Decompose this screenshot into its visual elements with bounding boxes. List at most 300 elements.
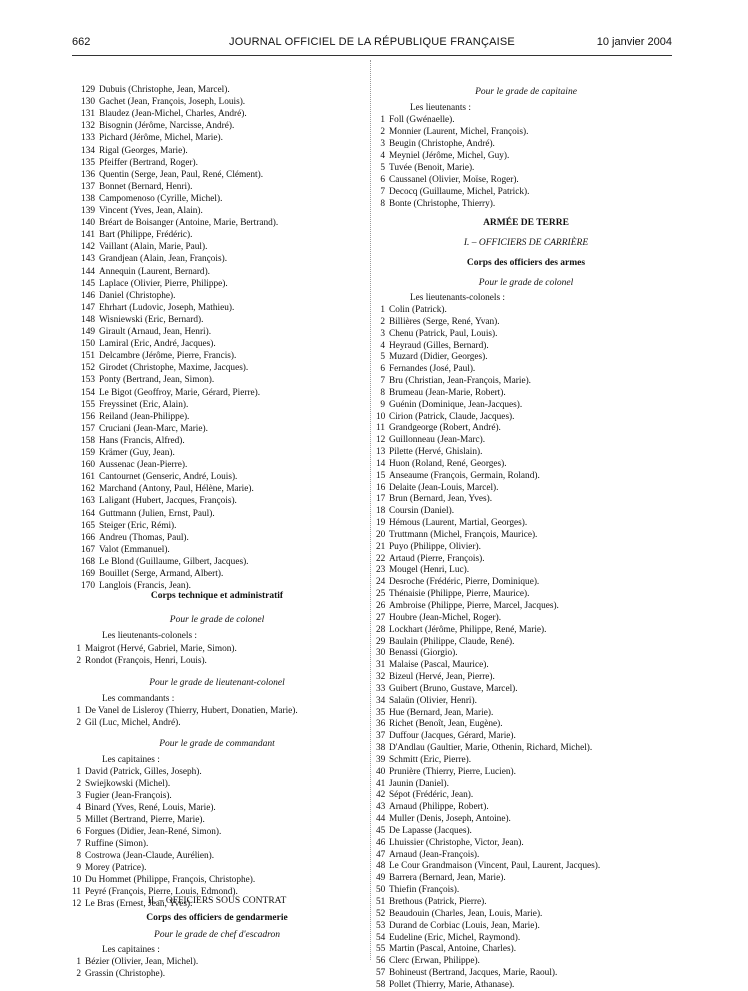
list-entry (76, 471, 237, 483)
entry-name: David (Patrick, Gilles, Joseph). (85, 767, 202, 777)
list-entry (376, 541, 481, 553)
entry-name: Le Bigot (Geoffroy, Marie, Gérard, Pierre). (99, 387, 261, 398)
list-entry (76, 326, 211, 338)
rank-lead-capitaines: Les capitaines : (102, 755, 160, 765)
entry-number: 47 (376, 849, 386, 860)
entry-name: Durand de Corbiac (Louis, Jean, Marie). (389, 920, 540, 931)
list-entry (376, 446, 482, 458)
entry-name: Lhuissier (Christophe, Victor, Jean). (389, 837, 524, 848)
list-entry (76, 266, 210, 278)
list-entry (76, 411, 189, 423)
entry-name: Wisniewski (Eric, Bernard). (99, 314, 204, 325)
entry-name: Desroche (Frédéric, Pierre, Dominique). (389, 577, 540, 588)
list-entry (76, 495, 237, 507)
list-entry (376, 707, 493, 719)
list-entry (72, 874, 255, 886)
entry-number: 13 (376, 447, 386, 458)
entry-number: 167 (81, 544, 95, 555)
entry-name: Arnaud (Jean-François). (389, 849, 480, 860)
list-entry (76, 532, 189, 544)
list-entry (376, 778, 449, 790)
list-entry (72, 814, 205, 826)
entry-number: 23 (376, 565, 386, 576)
list-entry (76, 96, 245, 108)
entry-name: Bohineust (Bertrand, Jacques, Marie, Raoul). (389, 968, 558, 979)
entry-number: 143 (81, 254, 95, 265)
list-entry (376, 505, 454, 517)
entry-number: 163 (81, 496, 95, 507)
entry-name: Jaunin (Daniel). (389, 778, 449, 789)
entry-name: Tuvée (Benoit, Marie). (389, 163, 475, 173)
entry-number: 25 (376, 589, 386, 600)
list-entry (72, 790, 172, 802)
column-divider (370, 60, 371, 960)
list-entry (76, 302, 234, 314)
entry-name: Pichard (Jérôme, Michel, Marie). (99, 133, 223, 144)
entry-number: 164 (81, 508, 95, 519)
entry-number: 6 (76, 827, 81, 837)
entry-name: Cirion (Patrick, Claude, Jacques). (389, 411, 515, 422)
list-entry (376, 967, 557, 979)
entry-name: Puyo (Philippe, Olivier). (389, 541, 481, 552)
entry-number: 26 (376, 601, 386, 611)
entry-name: Quentin (Serge, Jean, Paul, René, Clément). (99, 169, 264, 180)
entry-name: Daniel (Christophe). (99, 290, 176, 301)
entry-number: 57 (376, 968, 386, 979)
entry-name: Heyraud (Gilles, Bernard). (389, 340, 489, 351)
list-entry (376, 162, 474, 174)
list-entry (72, 850, 214, 862)
entry-number: 1 (76, 767, 81, 777)
list-entry (376, 114, 455, 126)
list-entry (376, 636, 514, 648)
entry-name: Gil (Luc, Michel, André). (85, 718, 181, 729)
entry-number: 24 (376, 577, 386, 588)
list-entry (376, 174, 519, 186)
list-entry (376, 766, 516, 778)
entry-name: Delaite (Jean-Louis, Marcel). (389, 482, 499, 493)
list-entry (76, 350, 236, 362)
list-entry (376, 150, 509, 162)
entry-number: 30 (376, 648, 386, 659)
entry-name: Vincent (Yves, Jean, Alain). (99, 206, 203, 216)
list-entry (376, 316, 500, 328)
list-entry (376, 825, 472, 837)
entry-number: 166 (81, 532, 95, 543)
entry-number: 156 (81, 411, 95, 422)
entry-number: 139 (81, 206, 95, 216)
list-entry (376, 399, 522, 411)
entry-name: Grassin (Christophe). (85, 969, 166, 979)
entry-name: Laligant (Hubert, Jacques, François). (99, 496, 237, 507)
entry-name: Pfeiffer (Bertrand, Roger). (99, 157, 198, 168)
list-entry (376, 659, 489, 671)
list-entry (76, 447, 175, 459)
entry-number: 9 (76, 863, 81, 873)
entry-name: Blaudez (Jean-Michel, Charles, André). (99, 109, 247, 120)
entry-number: 135 (81, 157, 95, 168)
section-heading-officiers-de-carriere: I. – OFFICIERS DE CARRIÈRE (463, 238, 589, 248)
list-entry (76, 435, 185, 447)
entry-name: Brumeau (Jean-Marie, Robert). (389, 387, 506, 398)
entry-name: Grandgeorge (Robert, André). (389, 423, 501, 434)
entry-number: 53 (376, 920, 386, 931)
entry-name: Anseaume (François, Germain, Roland). (389, 470, 540, 481)
list-entry (76, 132, 223, 144)
entry-number: 5 (76, 815, 81, 825)
entry-name: Bisognin (Jérôme, Narcisse, André). (99, 121, 235, 132)
entry-number: 19 (376, 518, 386, 529)
entry-name: Coursin (Daniel). (389, 506, 455, 517)
entry-name: Duffour (Jacques, Gérard, Marie). (389, 731, 516, 742)
list-entry (376, 553, 485, 565)
section-heading-officiers-sous-contrat: II. – OFFICIERS SOUS CONTRAT (147, 896, 287, 906)
entry-name: Bréart de Boisanger (Antoine, Marie, Bertrand). (99, 218, 279, 229)
list-entry (376, 138, 495, 150)
list-entry (376, 955, 480, 967)
list-entry (72, 717, 181, 729)
list-entry (72, 956, 198, 968)
entry-number: 131 (81, 109, 95, 120)
entry-name: Krämer (Guy, Jean). (99, 448, 175, 458)
entry-number: 8 (76, 851, 81, 861)
entry-number: 147 (81, 302, 95, 313)
entry-number: 27 (376, 612, 386, 623)
entry-number: 159 (81, 448, 95, 458)
entry-number: 154 (81, 387, 95, 398)
list-entry (376, 434, 485, 446)
entry-name: Clerc (Erwan, Philippe). (389, 956, 480, 967)
rank-lead-commandants: Les commandants : (102, 694, 175, 704)
entry-number: 36 (376, 719, 386, 730)
entry-number: 51 (376, 897, 386, 907)
entry-number: 1 (76, 706, 81, 716)
list-entry (76, 217, 278, 229)
entry-number: 2 (76, 969, 81, 979)
list-entry (376, 896, 487, 908)
entry-number: 32 (376, 672, 386, 683)
entry-name: Salaün (Olivier, Henri). (389, 695, 477, 706)
entry-name: Dubuis (Christophe, Jean, Marcel). (99, 85, 230, 95)
entry-name: Morey (Patrice). (85, 863, 147, 873)
list-entry (376, 387, 506, 399)
entry-name: Grandjean (Alain, Jean, François). (99, 254, 228, 265)
entry-number: 130 (81, 97, 95, 108)
list-entry (376, 695, 477, 707)
list-entry (76, 556, 249, 568)
entry-name: Baulain (Philippe, Claude, René). (389, 636, 515, 647)
rank-lead-lieutenants-colonels: Les lieutenants-colonels : (102, 631, 198, 641)
list-entry (72, 826, 221, 838)
list-entry (376, 588, 529, 600)
entry-number: 4 (380, 151, 385, 161)
entry-number: 1 (76, 644, 81, 654)
entry-number: 2 (380, 316, 385, 327)
entry-name: De Vanel de Lisleroy (Thierry, Hubert, Donatien, Marie). (85, 706, 298, 716)
entry-name: Bru (Christian, Jean-François, Marie). (389, 376, 531, 387)
list-entry (72, 802, 216, 814)
entry-number: 17 (376, 494, 386, 505)
entry-number: 161 (81, 472, 95, 483)
grade-heading-capitaine: Pour le grade de capitaine (475, 87, 577, 97)
entry-number: 137 (81, 181, 95, 192)
entry-name: Decocq (Guillaume, Michel, Patrick). (389, 187, 530, 197)
entry-name: D'Andlau (Gaultier, Marie, Othenin, Richard, Michel). (389, 743, 593, 754)
entry-name: Girodet (Christophe, Maxime, Jacques). (99, 363, 249, 374)
rank-lead-lieutenants-colonels-armes: Les lieutenants-colonels : (410, 293, 506, 303)
entry-name: Du Hommet (Philippe, François, Christophe). (85, 875, 256, 885)
entry-name: Guénin (Dominique, Jean-Jacques). (389, 399, 523, 410)
entry-number: 33 (376, 683, 386, 694)
list-entry (376, 458, 507, 470)
list-entry (376, 600, 559, 612)
entry-number: 49 (376, 873, 386, 884)
section-heading-armee-de-terre: ARMÉE DE TERRE (483, 218, 569, 228)
entry-name: Costrowa (Jean-Claude, Aurélien). (85, 851, 215, 861)
entry-number: 148 (81, 314, 95, 325)
entry-name: Ponty (Bertrand, Jean, Simon). (99, 375, 215, 386)
entry-name: Ambroise (Philippe, Pierre, Marcel, Jacques). (389, 601, 559, 611)
entry-name: Bonte (Christophe, Thierry). (389, 199, 496, 209)
entry-name: Freyssinet (Eric, Alain). (99, 399, 189, 410)
entry-name: Thénaisie (Philippe, Pierre, Maurice). (389, 589, 530, 600)
list-entry (72, 838, 148, 850)
list-entry (376, 943, 516, 955)
list-entry (72, 655, 207, 667)
entry-name: Muller (Denis, Joseph, Antoine). (389, 814, 511, 825)
entry-number: 39 (376, 754, 386, 765)
entry-number: 7 (380, 376, 385, 387)
entry-number: 40 (376, 766, 386, 777)
list-entry (376, 624, 546, 636)
list-entry (376, 126, 528, 138)
entry-number: 142 (81, 242, 95, 253)
list-entry (76, 399, 188, 411)
entry-name: Hue (Bernard, Jean, Marie). (389, 707, 494, 718)
list-entry (376, 789, 473, 801)
entry-number: 146 (81, 290, 95, 301)
entry-name: Lockhart (Jérôme, Philippe, René, Marie). (389, 624, 547, 635)
entry-name: Annequin (Laurent, Bernard). (99, 266, 211, 277)
entry-name: Bonnet (Bernard, Henri). (99, 181, 193, 192)
entry-name: Mougel (Henri, Luc). (389, 565, 470, 576)
list-entry (376, 718, 503, 730)
entry-number: 170 (81, 581, 95, 592)
list-entry (76, 120, 234, 132)
list-entry (376, 529, 537, 541)
list-entry (376, 351, 488, 363)
entry-number: 55 (376, 944, 386, 955)
list-entry (76, 241, 207, 253)
entry-name: Barrera (Bernard, Jean, Marie). (389, 873, 506, 884)
entry-number: 34 (376, 695, 386, 706)
entry-number: 151 (81, 351, 95, 362)
entry-number: 28 (376, 624, 386, 635)
entry-number: 9 (380, 399, 385, 410)
entry-number: 168 (81, 556, 95, 567)
entry-number: 58 (376, 979, 386, 990)
list-entry (376, 493, 492, 505)
list-entry (76, 459, 187, 471)
grade-heading-chef-escadron: Pour le grade de chef d'escadron (154, 930, 280, 940)
entry-name: Vaillant (Alain, Marie, Paul). (99, 242, 208, 253)
entry-name: Lamiral (Eric, André, Jacques). (99, 339, 216, 350)
entry-number: 7 (76, 839, 81, 849)
entry-name: Fernandes (José, Paul). (389, 364, 476, 375)
entry-number: 1 (380, 115, 385, 125)
list-entry (376, 363, 475, 375)
entry-number: 157 (81, 423, 95, 434)
grade-heading-commandant: Pour le grade de commandant (159, 739, 275, 749)
list-entry (376, 872, 506, 884)
entry-number: 3 (380, 328, 385, 339)
list-entry (76, 387, 260, 399)
list-entry (76, 229, 192, 241)
entry-name: Monnier (Laurent, Michel, François). (389, 127, 529, 137)
entry-number: 56 (376, 956, 386, 967)
list-entry (376, 908, 542, 920)
rank-lead-lieutenants: Les lieutenants : (410, 103, 471, 113)
list-entry (376, 186, 529, 198)
entry-number: 45 (376, 825, 386, 836)
entry-name: Andreu (Thomas, Paul). (99, 532, 189, 543)
entry-number: 20 (376, 529, 386, 540)
entry-name: Beaudouin (Charles, Jean, Louis, Marie). (389, 908, 543, 919)
entry-number: 2 (76, 718, 81, 729)
list-entry (376, 849, 479, 861)
entry-name: Ehrhart (Ludovic, Joseph, Mathieu). (99, 302, 235, 313)
entry-name: Le Bras (Ernest, Jean, Yves). (85, 899, 193, 909)
entry-number: 14 (376, 458, 386, 469)
list-entry (376, 801, 489, 813)
list-entry (76, 193, 222, 205)
entry-number: 133 (81, 133, 95, 144)
entry-name: Campomenoso (Cyrille, Michel). (99, 193, 223, 204)
list-entry (76, 374, 214, 386)
list-entry (76, 145, 188, 157)
list-entry (76, 108, 247, 120)
list-entry (376, 304, 447, 316)
entry-name: Malaise (Pascal, Maurice). (389, 660, 489, 671)
list-entry (376, 340, 489, 352)
journal-title: JOURNAL OFFICIEL DE LA RÉPUBLIQUE FRANÇAISE (229, 36, 515, 48)
entry-name: Hémous (Laurent, Martial, Georges). (389, 518, 528, 529)
entry-number: 12 (376, 435, 386, 446)
list-entry (72, 643, 237, 655)
list-entry (76, 314, 203, 326)
entry-name: Le Cour Grandmaison (Vincent, Paul, Laurent, Jacques). (389, 861, 601, 872)
entry-number: 145 (81, 278, 95, 289)
list-entry (76, 520, 176, 532)
entry-name: Billières (Serge, René, Yvan). (389, 316, 500, 327)
entry-number: 7 (380, 187, 385, 197)
grade-heading-lieutenant-colonel: Pour le grade de lieutenant-colonel (149, 678, 285, 688)
list-entry (376, 612, 501, 624)
list-entry (376, 884, 459, 896)
page-header (72, 36, 672, 52)
entry-number: 42 (376, 790, 386, 801)
section-heading-gendarmerie: Corps des officiers de gendarmerie (146, 913, 288, 923)
list-entry (76, 362, 248, 374)
entry-name: Brethous (Patrick, Pierre). (389, 897, 487, 907)
section-heading-corps-des-armes: Corps des officiers des armes (466, 258, 586, 268)
entry-name: Guttmann (Julien, Ernst, Paul). (99, 508, 215, 519)
entry-number: 140 (81, 218, 95, 229)
list-entry (72, 778, 170, 790)
entry-number: 50 (376, 885, 386, 896)
entry-name: Valot (Emmanuel). (99, 544, 170, 555)
list-entry (76, 278, 228, 290)
list-entry (376, 198, 495, 210)
entry-name: Pilette (Hervé, Ghislain). (389, 447, 483, 458)
entry-name: Pollet (Thierry, Marie, Athanase). (389, 979, 515, 990)
list-entry (376, 470, 540, 482)
entry-name: Bart (Philippe, Frédéric). (99, 230, 193, 241)
entry-number: 38 (376, 743, 386, 754)
entry-name: Arnaud (Philippe, Robert). (389, 802, 489, 813)
entry-name: Guillonneau (Jean-Marc). (389, 435, 486, 446)
entry-number: 18 (376, 506, 386, 517)
list-entry (76, 544, 170, 556)
page-number: 662 (72, 36, 91, 48)
entry-name: Maigrot (Hervé, Gabriel, Marie, Simon). (85, 644, 237, 654)
entry-number: 1 (76, 957, 81, 967)
entry-number: 155 (81, 399, 95, 410)
entry-name: Benassi (Giorgio). (389, 648, 458, 659)
entry-name: Cantournet (Genseric, André, Louis). (99, 472, 238, 483)
entry-number: 6 (380, 175, 385, 185)
list-entry (76, 169, 263, 181)
list-entry (76, 181, 192, 193)
list-entry (376, 482, 498, 494)
entry-name: Bizeul (Hervé, Jean, Pierre). (389, 672, 495, 683)
list-entry (376, 422, 501, 434)
entry-name: Ruffine (Simon). (85, 839, 149, 849)
list-entry (376, 517, 527, 529)
entry-number: 134 (81, 145, 95, 156)
entry-name: Forgues (Didier, Jean-René, Simon). (85, 827, 222, 837)
entry-number: 6 (380, 364, 385, 375)
entry-number: 44 (376, 814, 386, 825)
list-entry (376, 920, 540, 932)
entry-number: 16 (376, 482, 386, 493)
entry-name: Muzard (Didier, Georges). (389, 352, 488, 363)
entry-name: Caussanel (Olivier, Moïse, Roger). (389, 175, 519, 185)
entry-number: 54 (376, 932, 386, 943)
list-entry (72, 862, 146, 874)
entry-name: Laplace (Olivier, Pierre, Philippe). (99, 278, 228, 289)
entry-name: Schmitt (Eric, Pierre). (389, 754, 472, 765)
entry-name: Hans (Francis, Alfred). (99, 435, 185, 446)
entry-number: 160 (81, 460, 95, 471)
list-entry (376, 683, 518, 695)
entry-number: 132 (81, 121, 95, 132)
entry-number: 152 (81, 363, 95, 374)
entry-number: 43 (376, 802, 386, 813)
header-rule (72, 55, 672, 56)
entry-number: 46 (376, 837, 386, 848)
list-entry (376, 932, 520, 944)
list-entry (376, 813, 511, 825)
entry-number: 22 (376, 553, 386, 564)
entry-number: 8 (380, 387, 385, 398)
entry-number: 162 (81, 484, 95, 495)
entry-number: 141 (81, 230, 95, 241)
entry-number: 41 (376, 778, 386, 789)
entry-name: Brun (Bernard, Jean, Yves). (389, 494, 493, 505)
entry-number: 149 (81, 327, 95, 337)
entry-name: Foll (Gwénaelle). (389, 115, 455, 125)
